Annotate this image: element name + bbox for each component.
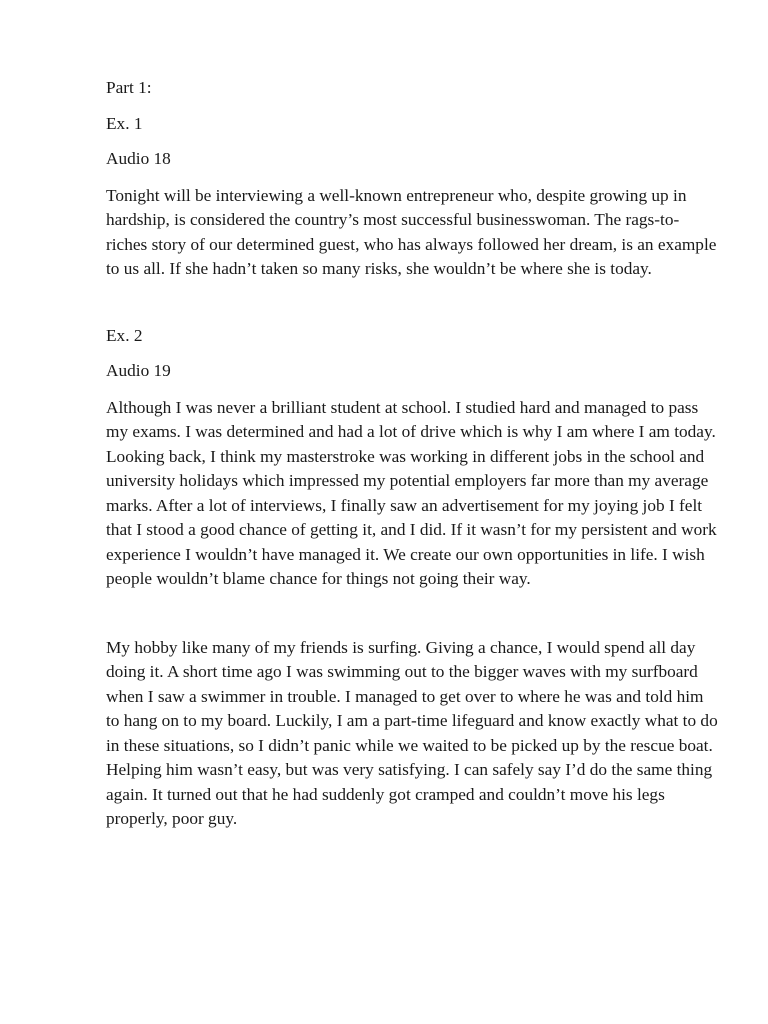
document-page: [106, 76, 718, 832]
audio-18-label: Audio 18: [106, 149, 171, 168]
audio-19-label: Audio 19: [106, 361, 171, 380]
exercise-2-label: Ex. 2: [106, 325, 143, 345]
exercise-2-paragraph-2: My hobby like many of my friends is surfing. Giving a chance, I would spend all day doing it. A short time ago I was swimming out to the bigger waves with my surfboard when I saw a swimmer in trouble. I managed to get over to where he was and told him to hang on to my board. Luckily, I am a part-time lifeguard and know exactly what to do in these situations, so I didn’t panic while we waited to be picked up by the rescue boat. Helping him wasn’t easy, but was very satisfying. I can safely say I’d do the same thing again. It turned out that he had suddenly got cramped and couldn’t move his legs properly, poor guy.: [106, 637, 718, 828]
part-label: Part 1:: [106, 78, 152, 97]
exercise-1-label: Ex. 1: [106, 113, 143, 133]
exercise-2-paragraph: Although I was never a brilliant student at school. I studied hard and managed to pass my exams. I was determined and had a lot of drive which is why I am where I am today. Looking back, I think my masterstroke was working in different jobs in the school and university holidays which impressed my potential employers far more than my average marks. After a lot of interviews, I finally saw an advertisement for my joying job I felt that I stood a good chance of getting it, and I did. If it wasn’t for my persistent and work experience I wouldn’t have managed it. We create our own opportunities in life. I wish people wouldn’t blame chance for things not going their way.: [106, 397, 717, 588]
exercise-1-paragraph: Tonight will be interviewing a well-known entrepreneur who, despite growing up in hardship, is considered the country’s most successful businesswoman. The rags-to-riches story of our determined guest, who has always followed her dream, is an example to us all. If she hadn’t taken so many risks, she wouldn’t be where she is today.: [106, 185, 717, 278]
